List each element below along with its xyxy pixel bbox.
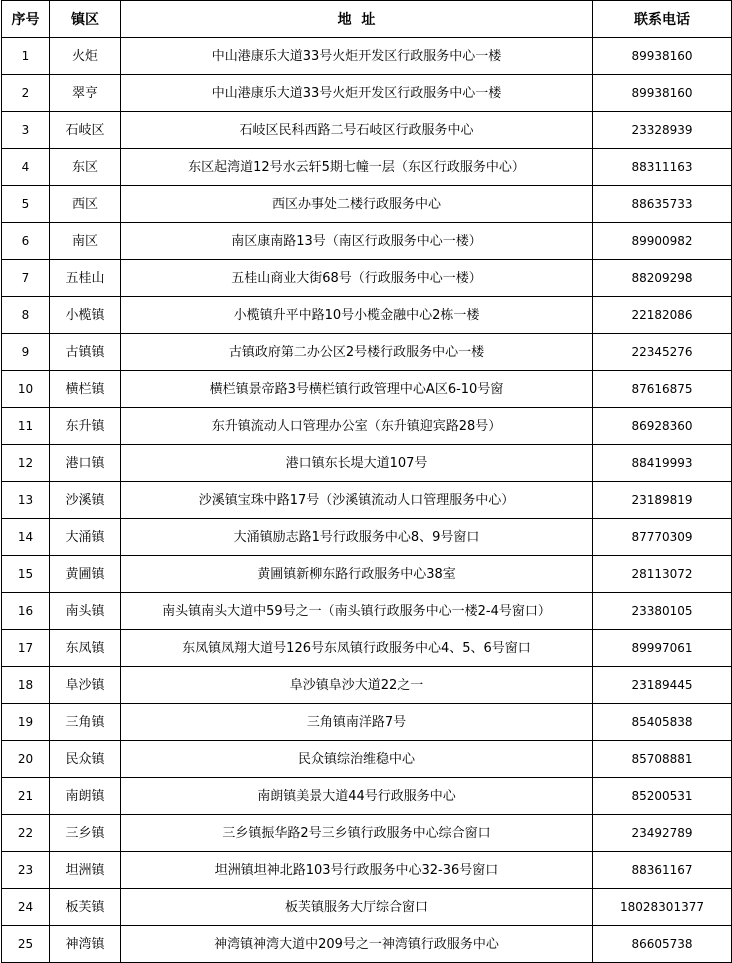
row-phone: 23380105 — [593, 593, 732, 630]
row-phone: 28113072 — [593, 556, 732, 593]
row-town: 三乡镇 — [50, 815, 121, 852]
table-row — [2, 667, 732, 704]
row-phone: 89938160 — [593, 38, 732, 75]
header-row — [2, 1, 732, 38]
row-index: 20 — [2, 741, 50, 778]
row-town: 沙溪镇 — [50, 482, 121, 519]
header-phone: 联系电话 — [593, 1, 732, 38]
row-address: 横栏镇景帝路3号横栏镇行政管理中心A区6-10号窗 — [121, 371, 593, 408]
row-town: 古镇镇 — [50, 334, 121, 371]
table-row — [2, 482, 732, 519]
table-row — [2, 112, 732, 149]
row-town: 阜沙镇 — [50, 667, 121, 704]
row-address: 中山港康乐大道33号火炬开发区行政服务中心一楼 — [121, 75, 593, 112]
row-address: 南头镇南头大道中59号之一（南头镇行政服务中心一楼2-4号窗口） — [121, 593, 593, 630]
table-row — [2, 334, 732, 371]
row-address: 东凤镇凤翔大道号126号东凤镇行政服务中心4、5、6号窗口 — [121, 630, 593, 667]
row-phone: 22345276 — [593, 334, 732, 371]
row-town: 南头镇 — [50, 593, 121, 630]
header-town: 镇区 — [50, 1, 121, 38]
row-index: 4 — [2, 149, 50, 186]
row-index: 25 — [2, 926, 50, 963]
row-index: 19 — [2, 704, 50, 741]
row-phone: 88361167 — [593, 852, 732, 889]
row-index: 2 — [2, 75, 50, 112]
row-index: 15 — [2, 556, 50, 593]
row-phone: 85708881 — [593, 741, 732, 778]
table-row — [2, 38, 732, 75]
table-row — [2, 741, 732, 778]
row-town: 东升镇 — [50, 408, 121, 445]
row-town: 翠亨 — [50, 75, 121, 112]
row-town: 神湾镇 — [50, 926, 121, 963]
row-address: 港口镇东长堤大道107号 — [121, 445, 593, 482]
row-index: 21 — [2, 778, 50, 815]
row-address: 古镇政府第二办公区2号楼行政服务中心一楼 — [121, 334, 593, 371]
row-town: 港口镇 — [50, 445, 121, 482]
table-row — [2, 408, 732, 445]
table-row — [2, 593, 732, 630]
row-address: 三乡镇振华路2号三乡镇行政服务中心综合窗口 — [121, 815, 593, 852]
row-index: 7 — [2, 260, 50, 297]
service-center-table — [1, 0, 732, 963]
row-address: 南区康南路13号（南区行政服务中心一楼） — [121, 223, 593, 260]
row-phone: 89900982 — [593, 223, 732, 260]
row-index: 16 — [2, 593, 50, 630]
row-index: 14 — [2, 519, 50, 556]
row-address: 黄圃镇新柳东路行政服务中心38室 — [121, 556, 593, 593]
row-town: 南区 — [50, 223, 121, 260]
table-row — [2, 519, 732, 556]
table-row — [2, 852, 732, 889]
row-address: 三角镇南洋路7号 — [121, 704, 593, 741]
table-row — [2, 445, 732, 482]
row-address: 南朗镇美景大道44号行政服务中心 — [121, 778, 593, 815]
row-phone: 87770309 — [593, 519, 732, 556]
table-row — [2, 260, 732, 297]
row-phone: 86605738 — [593, 926, 732, 963]
table-row — [2, 815, 732, 852]
table-row — [2, 704, 732, 741]
table-row — [2, 556, 732, 593]
row-address: 东升镇流动人口管理办公室（东升镇迎宾路28号） — [121, 408, 593, 445]
row-address: 神湾镇神湾大道中209号之一神湾镇行政服务中心 — [121, 926, 593, 963]
row-address: 大涌镇励志路1号行政服务中心8、9号窗口 — [121, 519, 593, 556]
row-index: 11 — [2, 408, 50, 445]
row-index: 6 — [2, 223, 50, 260]
row-index: 23 — [2, 852, 50, 889]
row-phone: 88419993 — [593, 445, 732, 482]
header-index: 序号 — [2, 1, 50, 38]
table-row — [2, 371, 732, 408]
row-town: 石岐区 — [50, 112, 121, 149]
row-phone: 18028301377 — [593, 889, 732, 926]
row-index: 9 — [2, 334, 50, 371]
row-town: 小榄镇 — [50, 297, 121, 334]
table-row — [2, 778, 732, 815]
row-town: 南朗镇 — [50, 778, 121, 815]
row-phone: 88209298 — [593, 260, 732, 297]
row-index: 18 — [2, 667, 50, 704]
row-address: 板芙镇服务大厅综合窗口 — [121, 889, 593, 926]
row-phone: 86928360 — [593, 408, 732, 445]
row-town: 黄圃镇 — [50, 556, 121, 593]
row-town: 东凤镇 — [50, 630, 121, 667]
row-town: 三角镇 — [50, 704, 121, 741]
table-row — [2, 75, 732, 112]
table-row — [2, 630, 732, 667]
row-index: 13 — [2, 482, 50, 519]
row-index: 5 — [2, 186, 50, 223]
row-town: 横栏镇 — [50, 371, 121, 408]
row-phone: 22182086 — [593, 297, 732, 334]
row-phone: 89997061 — [593, 630, 732, 667]
row-phone: 87616875 — [593, 371, 732, 408]
row-index: 17 — [2, 630, 50, 667]
row-address: 民众镇综治维稳中心 — [121, 741, 593, 778]
row-address: 沙溪镇宝珠中路17号（沙溪镇流动人口管理服务中心） — [121, 482, 593, 519]
row-address: 石岐区民科西路二号石岐区行政服务中心 — [121, 112, 593, 149]
table-row — [2, 223, 732, 260]
header-address: 地 址 — [121, 1, 593, 38]
row-phone: 89938160 — [593, 75, 732, 112]
row-address: 小榄镇升平中路10号小榄金融中心2栋一楼 — [121, 297, 593, 334]
row-index: 24 — [2, 889, 50, 926]
row-index: 3 — [2, 112, 50, 149]
row-town: 东区 — [50, 149, 121, 186]
table-row — [2, 889, 732, 926]
row-phone: 23492789 — [593, 815, 732, 852]
table-row — [2, 297, 732, 334]
row-phone: 23328939 — [593, 112, 732, 149]
row-address: 五桂山商业大街68号（行政服务中心一楼） — [121, 260, 593, 297]
row-phone: 23189445 — [593, 667, 732, 704]
row-phone: 23189819 — [593, 482, 732, 519]
row-town: 坦洲镇 — [50, 852, 121, 889]
table-row — [2, 186, 732, 223]
row-phone: 85200531 — [593, 778, 732, 815]
row-index: 8 — [2, 297, 50, 334]
row-town: 火炬 — [50, 38, 121, 75]
row-town: 板芙镇 — [50, 889, 121, 926]
row-index: 1 — [2, 38, 50, 75]
row-town: 五桂山 — [50, 260, 121, 297]
row-address: 西区办事处二楼行政服务中心 — [121, 186, 593, 223]
row-address: 东区起湾道12号水云轩5期七幢一层（东区行政服务中心） — [121, 149, 593, 186]
row-address: 坦洲镇坦神北路103号行政服务中心32-36号窗口 — [121, 852, 593, 889]
row-town: 西区 — [50, 186, 121, 223]
row-phone: 85405838 — [593, 704, 732, 741]
row-index: 10 — [2, 371, 50, 408]
row-index: 22 — [2, 815, 50, 852]
row-phone: 88311163 — [593, 149, 732, 186]
table-row — [2, 149, 732, 186]
row-town: 民众镇 — [50, 741, 121, 778]
table-body — [2, 38, 732, 963]
row-index: 12 — [2, 445, 50, 482]
row-town: 大涌镇 — [50, 519, 121, 556]
row-address: 中山港康乐大道33号火炬开发区行政服务中心一楼 — [121, 38, 593, 75]
table-header — [2, 1, 732, 38]
row-address: 阜沙镇阜沙大道22之一 — [121, 667, 593, 704]
table-row — [2, 926, 732, 963]
row-phone: 88635733 — [593, 186, 732, 223]
